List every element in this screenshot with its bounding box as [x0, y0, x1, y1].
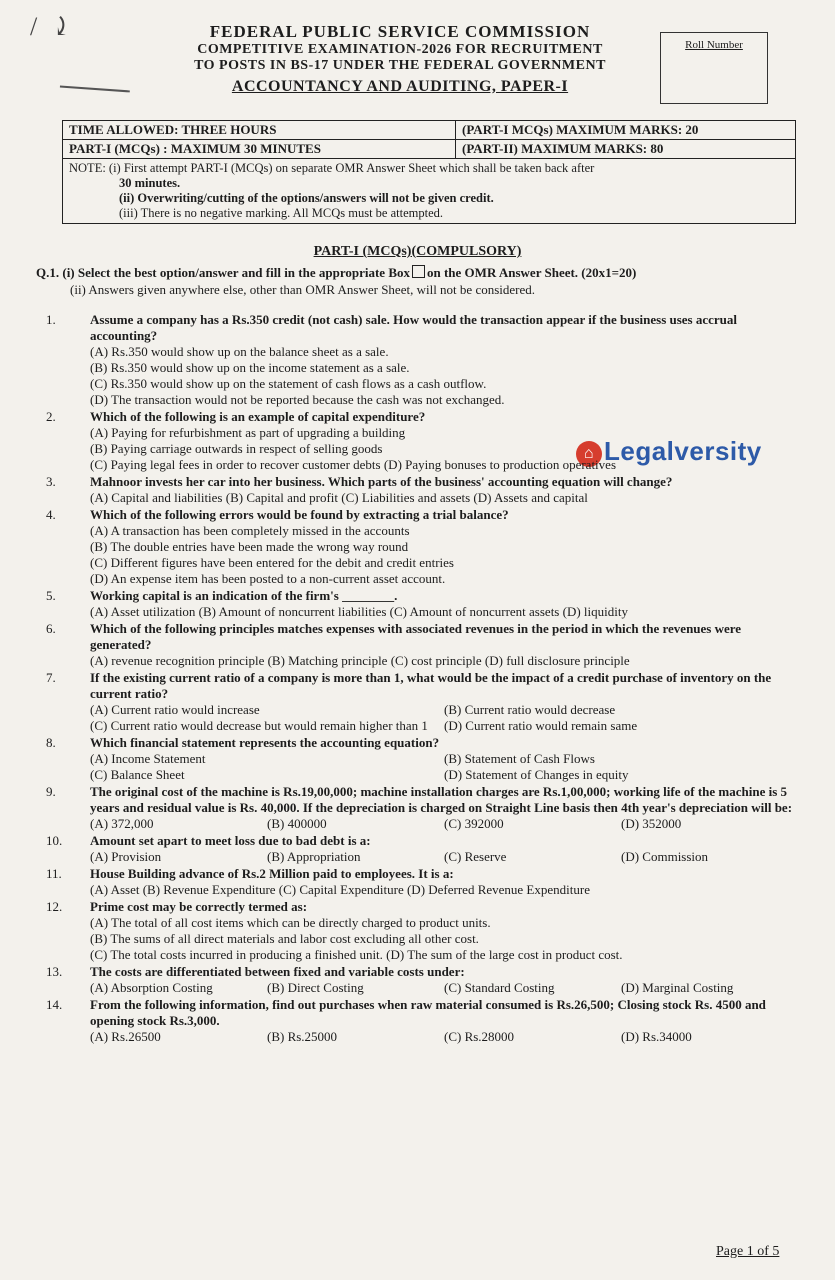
- question-number: 8.: [46, 735, 56, 750]
- question-number: 10.: [46, 833, 63, 848]
- option: (B) Rs.350 would show up on the income statement as a sale.: [90, 360, 410, 375]
- q1-instructions: [36, 264, 806, 298]
- option: (A) revenue recognition principle (B) Matching principle (C) cost principle (D) full disclosure principle: [90, 653, 630, 668]
- note-1-cont: 30 minutes.: [119, 176, 181, 190]
- question-text: House Building advance of Rs.2 Million paid to employees. It is a:: [90, 866, 454, 881]
- question-7: [46, 670, 798, 734]
- option: (A) The total of all cost items which can be directly charged to product units.: [90, 915, 491, 930]
- option: (C) Paying legal fees in order to recover customer debts (D) Paying bonuses to production operatives: [90, 457, 616, 472]
- option: (B) Current ratio would decrease: [444, 702, 616, 717]
- question-12: [46, 899, 798, 963]
- option: (D) The transaction would not be reported because the cash was not exchanged.: [90, 392, 505, 407]
- question-options: [90, 702, 798, 734]
- part2-marks: (PART-II) MAXIMUM MARKS: 80: [462, 141, 664, 156]
- time-allowed: TIME ALLOWED: THREE HOURS: [63, 121, 456, 139]
- option: (D) Statement of Changes in equity: [444, 767, 629, 782]
- question-13: [46, 964, 798, 996]
- question-text: Which of the following principles matches expenses with associated revenues in the period in which the revenues were generated?: [90, 621, 742, 652]
- question-options: [90, 882, 798, 898]
- option: (A) Absorption Costing: [90, 980, 213, 995]
- info-row-1: [63, 121, 795, 140]
- question-options: [90, 604, 798, 620]
- question-text: Mahnoor invests her car into her business. Which parts of the business' accounting equation will change?: [90, 474, 673, 489]
- option: (B) The double entries have been made the wrong way round: [90, 539, 409, 554]
- question-text: The original cost of the machine is Rs.19,00,000; machine installation charges are Rs.1,00,000; working life of the machine is 5 years and residual value is Rs. 40,000. If the depreciation is charged on Straight Line basis then 4th year's depreciation will be:: [90, 784, 793, 815]
- option: (C) The total costs incurred in producing a finished unit. (D) The sum of the large cost in product cost.: [90, 947, 623, 962]
- option: (D) Commission: [621, 849, 709, 864]
- question-options: [90, 915, 798, 963]
- question-options: [90, 490, 798, 506]
- note-2: (ii) Overwriting/cutting of the options/answers will not be given credit.: [119, 191, 494, 205]
- question-number: 14.: [46, 997, 63, 1012]
- question-number: 4.: [46, 507, 56, 522]
- option: (A) Rs.26500: [90, 1029, 161, 1044]
- exam-header: [150, 22, 650, 98]
- question-text: Working capital is an indication of the firm's ________.: [90, 588, 398, 603]
- question-number: 2.: [46, 409, 56, 424]
- question-text: Which of the following errors would be found by extracting a trial balance?: [90, 507, 509, 522]
- question-4: [46, 507, 798, 587]
- option: (D) Marginal Costing: [621, 980, 734, 995]
- question-number: 6.: [46, 621, 56, 636]
- question-text: Which financial statement represents the accounting equation?: [90, 735, 440, 750]
- question-options: [90, 849, 798, 865]
- question-list: [46, 312, 798, 1046]
- option: (C) Balance Sheet: [90, 767, 185, 782]
- option: (A) Provision: [90, 849, 162, 864]
- q1-line1-end: on the OMR Answer Sheet. (20x1=20): [427, 265, 637, 280]
- option: (D) Current ratio would remain same: [444, 718, 638, 733]
- option-row: [90, 816, 798, 832]
- question-options: [90, 425, 798, 473]
- question-6: [46, 621, 798, 669]
- option: (C) Rs.28000: [444, 1029, 515, 1044]
- option: (B) 400000: [267, 816, 327, 831]
- option: (A) Current ratio would increase: [90, 702, 260, 717]
- question-options: [90, 1029, 798, 1045]
- question-text: Assume a company has a Rs.350 credit (not cash) sale. How would the transaction appear if the business uses accrual accounting?: [90, 312, 738, 343]
- exam-info-table: [62, 120, 796, 224]
- question-5: [46, 588, 798, 620]
- question-3: [46, 474, 798, 506]
- question-options: [90, 653, 798, 669]
- option: (A) Income Statement: [90, 751, 206, 766]
- question-text: Which of the following is an example of capital expenditure?: [90, 409, 426, 424]
- org-title: FEDERAL PUBLIC SERVICE COMMISSION: [209, 22, 591, 41]
- option: (B) Direct Costing: [267, 980, 364, 995]
- option: (A) Asset (B) Revenue Expenditure (C) Capital Expenditure (D) Deferred Revenue Expenditure: [90, 882, 590, 897]
- note-3: (iii) There is no negative marking. All MCQs must be attempted.: [119, 206, 444, 220]
- question-options: [90, 980, 798, 996]
- bank-icon: ⌂: [576, 441, 602, 467]
- option: (A) 372,000: [90, 816, 154, 831]
- question-number: 7.: [46, 670, 56, 685]
- info-row-2: [63, 140, 795, 159]
- question-14: [46, 997, 798, 1045]
- option: (B) Paying carriage outwards in respect of selling goods: [90, 441, 383, 456]
- part1-time: PART-I (MCQs) : MAXIMUM 30 MINUTES: [63, 140, 456, 158]
- question-text: The costs are differentiated between fixed and variable costs under:: [90, 964, 465, 979]
- exam-notes: [63, 159, 795, 223]
- question-11: [46, 866, 798, 898]
- question-options: [90, 816, 798, 832]
- box-icon: [412, 265, 425, 278]
- option: (D) Rs.34000: [621, 1029, 692, 1044]
- option: (C) Different figures have been entered for the debit and credit entries: [90, 555, 454, 570]
- option-row: [90, 980, 798, 996]
- option: (A) Capital and liabilities (B) Capital and profit (C) Liabilities and assets (D) Assets and capital: [90, 490, 588, 505]
- question-number: 3.: [46, 474, 56, 489]
- option-row: [90, 767, 798, 783]
- roll-number-label: Roll Number: [685, 39, 743, 51]
- question-number: 1.: [46, 312, 56, 327]
- option-row: [90, 702, 798, 718]
- part1-marks: (PART-I MCQs) MAXIMUM MARKS: 20: [462, 122, 699, 137]
- part-title: PART-I (MCQs)(COMPULSORY): [313, 244, 522, 259]
- option-row: [90, 751, 798, 767]
- q1-line2: (ii) Answers given anywhere else, other than OMR Answer Sheet, will not be considered.: [70, 282, 536, 297]
- option: (B) Rs.25000: [267, 1029, 338, 1044]
- question-options: [90, 344, 798, 408]
- option-row: [90, 718, 798, 734]
- option: (C) Standard Costing: [444, 980, 555, 995]
- option: (D) 352000: [621, 816, 682, 831]
- roll-number-box: [660, 32, 768, 104]
- question-text: Prime cost may be correctly termed as:: [90, 899, 308, 914]
- ink-underline: [60, 82, 130, 93]
- option: (C) 392000: [444, 816, 504, 831]
- question-number: 5.: [46, 588, 56, 603]
- option: (A) Rs.350 would show up on the balance sheet as a sale.: [90, 344, 389, 359]
- exam-subtitle: TO POSTS IN BS-17 UNDER THE FEDERAL GOVERNMENT: [194, 58, 606, 73]
- option: (A) Asset utilization (B) Amount of noncurrent liabilities (C) Amount of noncurrent assets (D) liquidity: [90, 604, 628, 619]
- question-text: If the existing current ratio of a company is more than 1, what would be the impact of a credit purchase of inventory on the current ratio?: [90, 670, 772, 701]
- option-row: [90, 849, 798, 865]
- exam-title: COMPETITIVE EXAMINATION-2026 FOR RECRUITMENT: [197, 42, 603, 57]
- question-10: [46, 833, 798, 865]
- question-1: [46, 312, 798, 408]
- option: (A) Paying for refurbishment as part of upgrading a building: [90, 425, 406, 440]
- option: (C) Rs.350 would show up on the statement of cash flows as a cash outflow.: [90, 376, 487, 391]
- ink-scribble: / ⤸: [30, 12, 73, 41]
- logo-text: Legalversity: [604, 436, 762, 466]
- question-number: 9.: [46, 784, 56, 799]
- q1-line1: Q.1. (i) Select the best option/answer and fill in the appropriate Box: [36, 265, 410, 280]
- option: (A) A transaction has been completely missed in the accounts: [90, 523, 410, 538]
- option: (B) Statement of Cash Flows: [444, 751, 595, 766]
- question-options: [90, 523, 798, 587]
- option: (C) Current ratio would decrease but would remain higher than 1: [90, 718, 428, 733]
- question-number: 11.: [46, 866, 62, 881]
- question-text: From the following information, find out purchases when raw material consumed is Rs.26,500; Closing stock Rs. 4500 and opening stock Rs.3,000.: [90, 997, 766, 1028]
- option: (C) Reserve: [444, 849, 507, 864]
- option: (B) Appropriation: [267, 849, 361, 864]
- paper-title: ACCOUNTANCY AND AUDITING, PAPER-I: [231, 78, 569, 95]
- option-row: [90, 1029, 798, 1045]
- question-number: 12.: [46, 899, 63, 914]
- option: (D) An expense item has been posted to a non-current asset account.: [90, 571, 446, 586]
- page-number: Page 1 of 5: [716, 1244, 780, 1259]
- question-options: [90, 751, 798, 783]
- question-9: [46, 784, 798, 832]
- question-2: [46, 409, 798, 473]
- question-8: [46, 735, 798, 783]
- option: (B) The sums of all direct materials and labor cost excluding all other cost.: [90, 931, 479, 946]
- question-text: Amount set apart to meet loss due to bad debt is a:: [90, 833, 371, 848]
- question-number: 13.: [46, 964, 63, 979]
- note-1: NOTE: (i) First attempt PART-I (MCQs) on separate OMR Answer Sheet which shall be taken back after: [69, 161, 595, 175]
